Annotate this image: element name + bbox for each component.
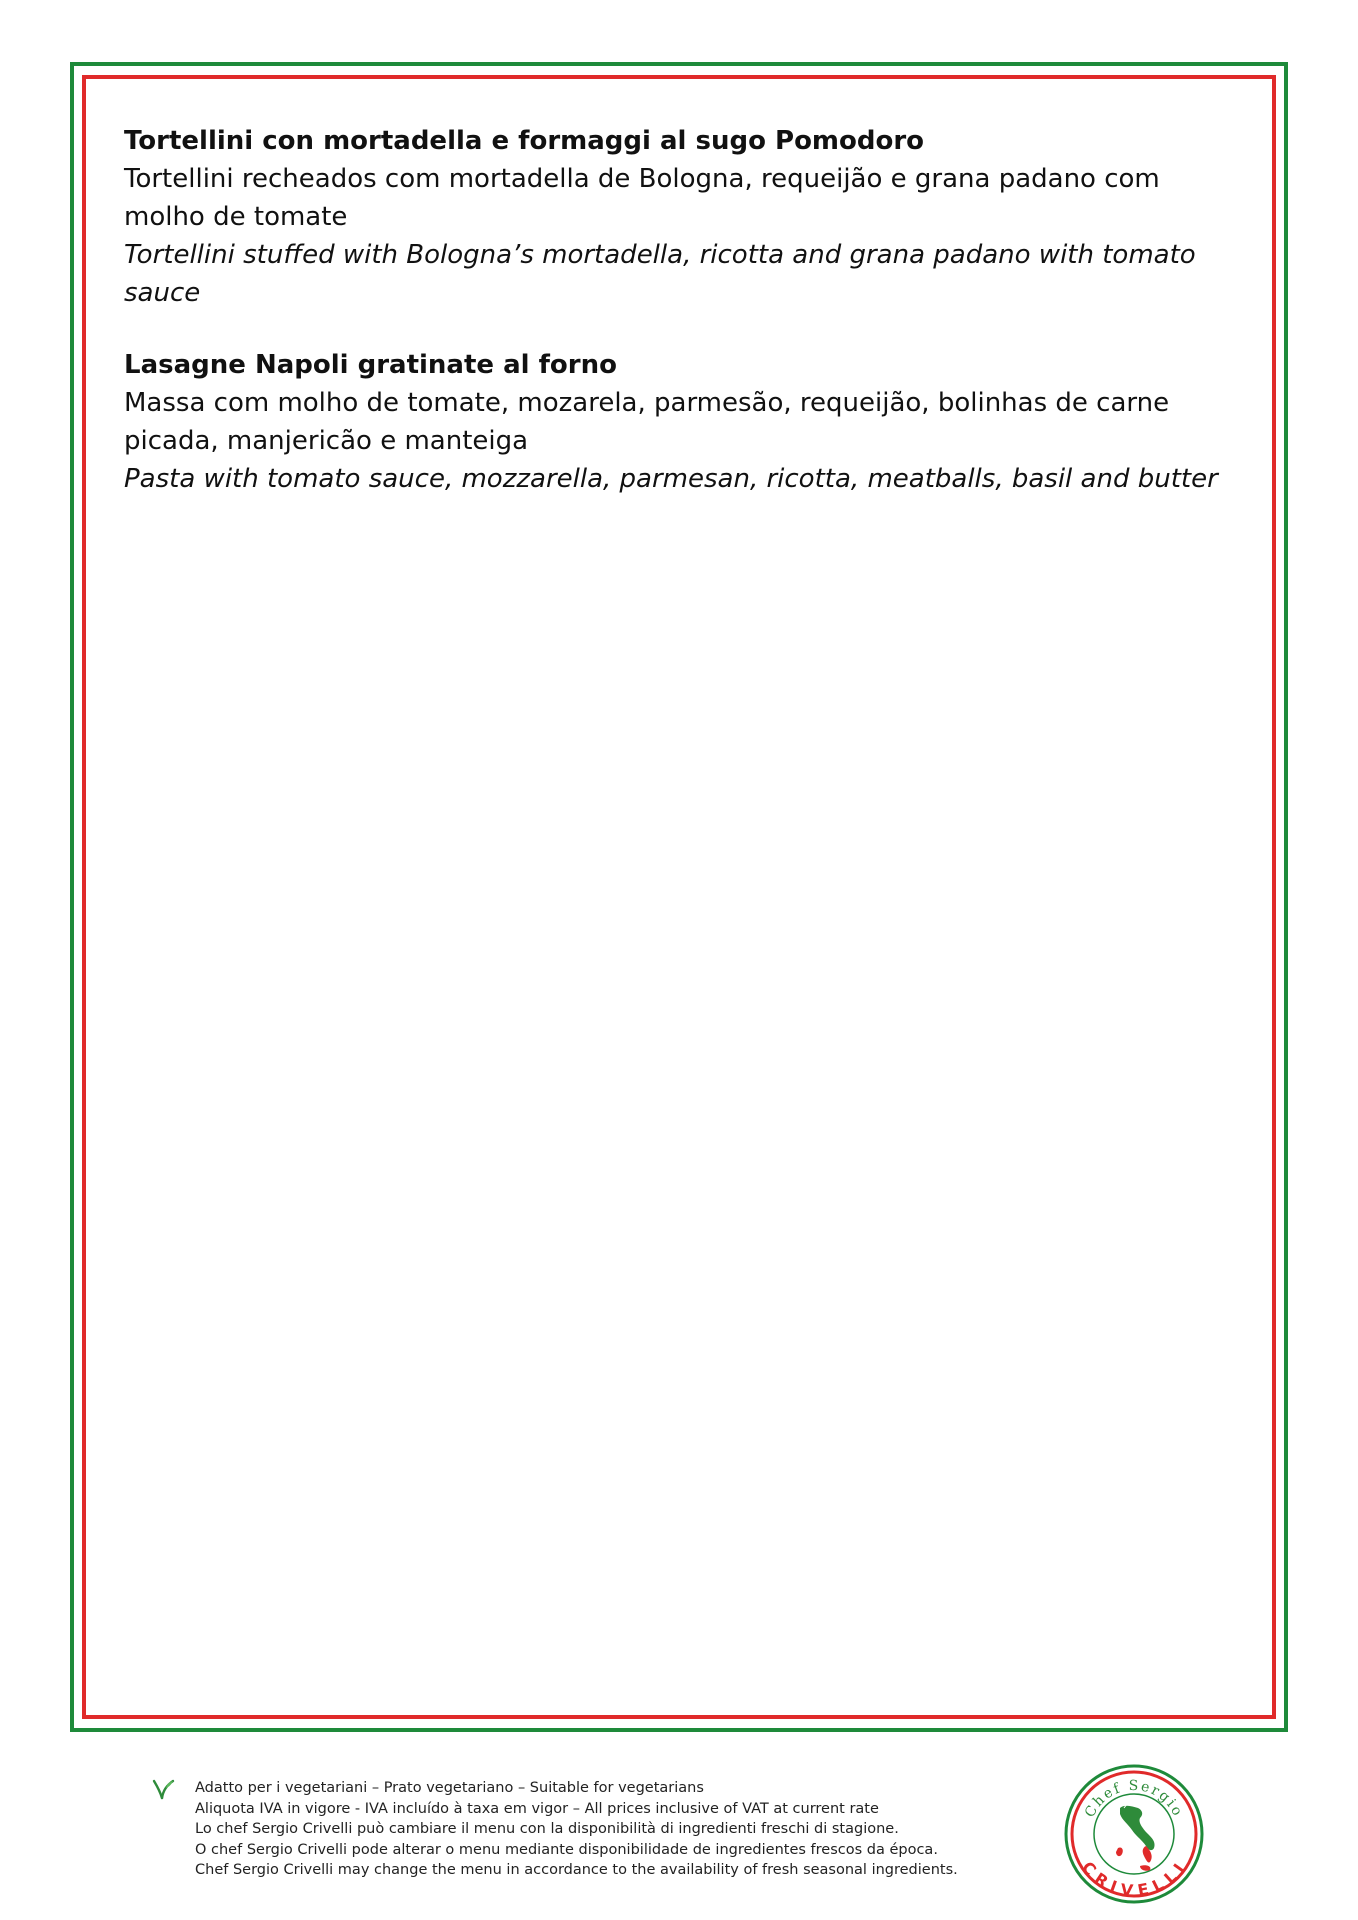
footer-line: Lo chef Sergio Crivelli può cambiare il menu con la disponibilità di ingredienti freschi di stagione. [195, 1821, 899, 1837]
dish-title: Tortellini con mortadella e formaggi al sugo Pomodoro [124, 126, 925, 156]
chef-sergio-crivelli-logo [1062, 1762, 1206, 1906]
dish-description-portuguese: Massa com molho de tomate, mozarela, parmesão, requeijão, bolinhas de carne picada, manjericão e manteiga [124, 388, 1170, 456]
footer-line: Chef Sergio Crivelli may change the menu in accordance to the availability of fresh seasonal ingredients. [195, 1862, 958, 1878]
menu-content [124, 122, 1244, 532]
menu-item [124, 122, 1244, 312]
footer-notes [195, 1778, 1075, 1881]
vegetarian-leaf-icon [150, 1778, 176, 1800]
svg-text:Chef Sergio: Chef Sergio [1081, 1777, 1187, 1821]
menu-item [124, 346, 1244, 498]
dish-description-english: Pasta with tomato sauce, mozzarella, parmesan, ricotta, meatballs, basil and butter [124, 464, 1218, 494]
dish-title: Lasagne Napoli gratinate al forno [124, 350, 617, 380]
footer-line: Adatto per i vegetariani – Prato vegetariano – Suitable for vegetarians [195, 1780, 704, 1796]
svg-text:CRIVELLI: CRIVELLI [1078, 1857, 1191, 1901]
dish-description-english: Tortellini stuffed with Bologna’s mortadella, ricotta and grana padano with tomato sauce [124, 240, 1196, 308]
dish-description-portuguese: Tortellini recheados com mortadella de Bologna, requeijão e grana padano com molho de tomate [124, 164, 1160, 232]
footer-line: Aliquota IVA in vigore - IVA incluído à taxa em vigor – All prices inclusive of VAT at current rate [195, 1800, 879, 1817]
footer-line: O chef Sergio Crivelli pode alterar o menu mediante disponibilidade de ingredientes frescos da época. [195, 1841, 938, 1858]
